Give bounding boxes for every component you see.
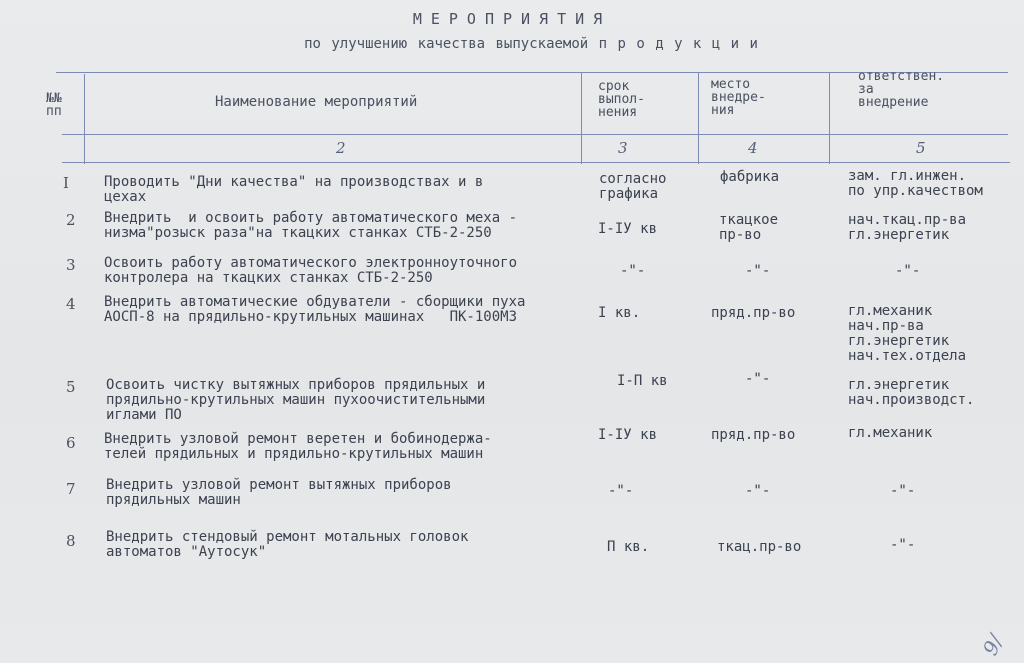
row-1-number: I (63, 174, 69, 192)
header-place: место внедре- ния (711, 77, 766, 118)
column-number-2: 2 (336, 139, 346, 157)
column-divider-4 (829, 72, 830, 164)
row-4-name: Внедрить автоматические обдуватели - сборщики пуха АОСП-8 на прядильно-крутильных машинах ПК-100М3 (104, 294, 526, 325)
column-number-3: 3 (618, 139, 628, 157)
column-number-4: 4 (748, 139, 758, 157)
page-number-mark: 9/ (977, 631, 1008, 659)
header-name: Наименование мероприятий (215, 94, 418, 110)
row-4-number: 4 (66, 295, 76, 313)
row-5-number: 5 (66, 378, 76, 396)
row-7-place: -"- (745, 483, 771, 499)
row-2-term: I-IУ кв (598, 221, 658, 237)
row-7-responsible: -"- (890, 483, 916, 499)
row-8-name: Внедрить стендовый ремонт мотальных головок автоматов "Аутосук" (106, 529, 469, 560)
column-divider-3 (698, 72, 699, 164)
row-6-term: I-IУ кв (598, 427, 658, 443)
header-bottom-rule (62, 162, 1010, 163)
row-3-responsible: -"- (895, 263, 921, 279)
row-8-term: П кв. (607, 539, 650, 555)
row-8-place: ткац.пр-во (717, 539, 802, 555)
row-1-name: Проводить "Дни качества" на производствах и в цехах (104, 174, 484, 205)
row-6-responsible: гл.механик (848, 425, 933, 441)
column-number-5: 5 (916, 139, 926, 157)
column-divider-2 (581, 72, 582, 164)
row-1-place: фабрика (720, 169, 780, 185)
row-2-name: Внедрить и освоить работу автоматического меха - низма"розыск раза"на ткацких станках СТБ-2-250 (104, 210, 518, 241)
header-responsible: ответствен. за внедрение (858, 69, 945, 110)
row-2-place: ткацкое пр-во (719, 212, 779, 243)
row-7-number: 7 (66, 480, 76, 498)
row-6-name: Внедрить узловой ремонт веретен и бобинодержа- телей прядильных и прядильно-крутильных машин (104, 431, 492, 462)
row-6-place: пряд.пр-во (711, 427, 796, 443)
row-5-responsible: гл.энергетик нач.производст. (848, 377, 975, 408)
row-7-name: Внедрить узловой ремонт вытяжных приборов прядильных машин (106, 477, 452, 508)
header-divider-rule (62, 134, 1008, 135)
column-divider-1 (84, 74, 85, 164)
row-2-number: 2 (66, 211, 76, 229)
row-6-number: 6 (66, 434, 76, 452)
row-3-term: -"- (620, 263, 646, 279)
row-5-name: Освоить чистку вытяжных приборов прядильных и прядильно-крутильных машин пухоочистительными иглами ПО (106, 377, 486, 423)
row-8-responsible: -"- (890, 537, 916, 553)
row-3-place: -"- (745, 263, 771, 279)
row-5-place: -"- (745, 371, 771, 387)
row-3-number: 3 (66, 256, 76, 274)
row-8-number: 8 (66, 532, 76, 550)
row-1-term: согласно графика (599, 171, 667, 202)
row-1-responsible: зам. гл.инжен. по упр.качеством (848, 168, 983, 199)
document-subtitle: по улучшению качества выпускаемой п р о д у к ц и и (304, 36, 758, 52)
row-7-term: -"- (608, 483, 634, 499)
row-3-name: Освоить работу автоматического электронноуточного контролера на ткацких станках СТБ-2-250 (104, 255, 518, 286)
row-2-responsible: нач.ткац.пр-ва гл.энергетик (848, 212, 967, 243)
row-4-place: пряд.пр-во (711, 305, 796, 321)
header-number: №№ пп (46, 91, 62, 119)
document-title: МЕРОПРИЯТИЯ (412, 10, 612, 28)
row-5-term: I-П кв (617, 373, 668, 389)
row-4-term: I кв. (598, 305, 641, 321)
header-term: срок выпол- нения (598, 79, 645, 120)
row-4-responsible: гл.механик нач.пр-ва гл.энергетик нач.тех.отдела (848, 303, 967, 364)
